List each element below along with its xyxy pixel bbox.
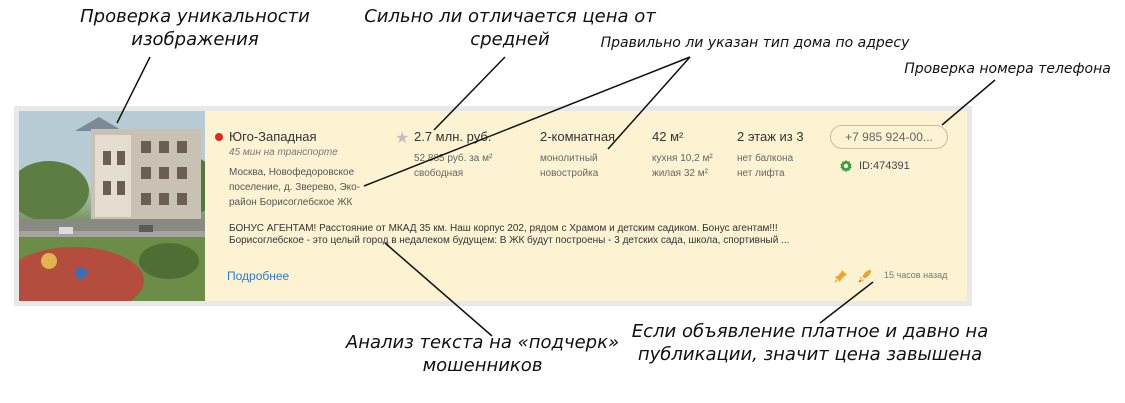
annotation-phone-check: Проверка номера телефона [904, 61, 1111, 77]
pointer-house-type-address [364, 57, 690, 186]
transit-time: 45 мин на транспорте [229, 147, 338, 158]
floor-info: 2 этаж из 3 [737, 129, 804, 144]
price: 2.7 млн. руб. [414, 129, 492, 144]
balcony-info: нет балкона [737, 153, 794, 164]
annotation-image-check: Проверка уникальности изображения [80, 6, 310, 51]
room-count: 2-комнатная [540, 129, 616, 144]
pointer-price-diff [434, 57, 505, 130]
elevator-info: нет лифта [737, 168, 785, 179]
pointer-house-type-field [608, 57, 690, 149]
publish-time: 15 часов назад [884, 270, 948, 280]
annotation-house-type: Правильно ли указан тип дома по адресу [600, 35, 910, 51]
building-type: новостройка [540, 168, 599, 179]
description-line-2: Борисоглебское - это целый город в недалеком будущем: В ЖК будут построены - 3 детских сада, школа, спортивный ... [229, 235, 790, 246]
pointer-paid-listing [820, 282, 873, 323]
pointer-phone-check [942, 80, 995, 125]
description-line-1: БОНУС АГЕНТАМ! Расстояние от МКАД 35 км. Наш корпус 202, рядом с Храмом и детским садиком. Бонус агентам!!! [229, 223, 778, 234]
details-link[interactable]: Подробнее [227, 269, 290, 283]
annotation-text-analysis: Анализ текста на «подчерк» мошенников [345, 332, 620, 377]
annotation-paid-listing: Если объявление платное и давно на публикации, значит цена завышена [631, 321, 989, 366]
sale-status: свободная [414, 168, 464, 179]
phone-button[interactable]: +7 985 924-00... [830, 125, 948, 149]
star-icon[interactable]: ★ [395, 130, 410, 147]
kitchen-area: кухня 10,2 м² [652, 153, 713, 164]
listing-id: ID:474391 [859, 160, 910, 172]
living-area: жилая 32 м² [652, 168, 708, 179]
pointer-image-check [117, 57, 150, 123]
total-area: 42 м² [652, 129, 684, 144]
house-material: монолитный [540, 153, 598, 164]
pointer-text-analysis [385, 243, 492, 336]
metro-station[interactable]: Юго-Западная [229, 129, 317, 144]
address: Москва, Новофедоровское поселение, д. Зверево, Эко-район Борисоглебское ЖК [229, 167, 361, 208]
price-per-m2: 52 885 руб. за м² [414, 153, 493, 164]
annotation-price-diff: Сильно ли отличается цена от средней [364, 6, 656, 51]
